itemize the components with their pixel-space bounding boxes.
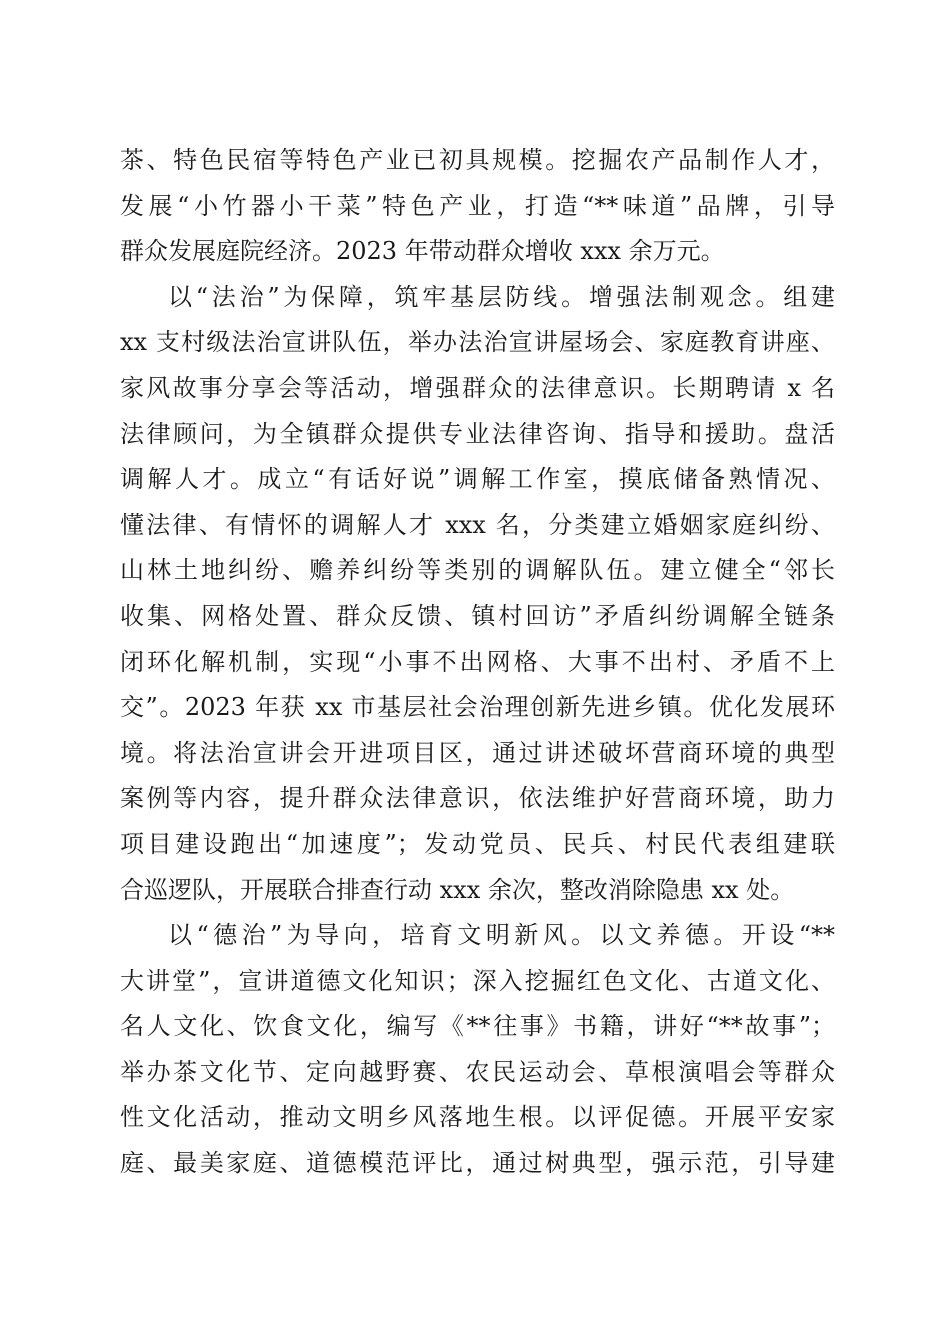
text-line: 懂法律、有情怀的调解人才 xxx 名，分类建立婚姻家庭纠纷、 (120, 510, 835, 539)
paragraph-first-line: 以“法治”为保障，筑牢基层防线。增强法制观念。组建 (168, 282, 835, 311)
text-line: 发展“小竹器小干菜”特色产业，打造“**味道”品牌，引导 (120, 191, 835, 220)
text-line: 项目建设跑出“加速度”；发动党员、民兵、村民代表组建联 (120, 829, 835, 858)
text-line: 闭环化解机制，实现“小事不出网格、大事不出村、矛盾不上 (120, 647, 835, 676)
text-line: 调解人才。成立“有话好说”调解工作室，摸底储备熟情况、 (120, 465, 835, 494)
text-line: xx 支村级法治宣讲队伍，举办法治宣讲屋场会、家庭教育讲座、 (120, 328, 835, 357)
text-line: 收集、网格处置、群众反馈、镇村回访”矛盾纠纷调解全链条 (120, 601, 835, 630)
text-line: 性文化活动，推动文明乡风落地生根。以评促德。开展平安家 (120, 1103, 835, 1132)
text-line: 名人文化、饮食文化，编写《**往事》书籍，讲好“**故事”； (120, 1012, 835, 1041)
text-line: 大讲堂”，宣讲道德文化知识；深入挖掘红色文化、古道文化、 (120, 966, 835, 995)
text-line: 交”。2023 年获 xx 市基层社会治理创新先进乡镇。优化发展环 (120, 693, 835, 722)
text-line: 山林土地纠纷、赡养纠纷等类别的调解队伍。建立健全“邻长 (120, 556, 835, 585)
text-line: 合巡逻队，开展联合排查行动 xxx 余次，整改消除隐患 xx 处。 (120, 875, 795, 904)
document-body (120, 138, 835, 1187)
text-line: 庭、最美家庭、道德模范评比，通过树典型，强示范，引导建 (120, 1149, 835, 1178)
text-line: 境。将法治宣讲会开进项目区，通过讲述破坏营商环境的典型 (120, 738, 835, 767)
text-line: 举办茶文化节、定向越野赛、农民运动会、草根演唱会等群众 (120, 1057, 835, 1086)
text-line: 群众发展庭院经济。2023 年带动群众增收 xxx 余万元。 (120, 237, 725, 266)
text-line: 家风故事分享会等活动，增强群众的法律意识。长期聘请 x 名 (120, 373, 835, 402)
text-line: 案例等内容，提升群众法律意识，依法维护好营商环境，助力 (120, 784, 835, 813)
text-line: 法律顾问，为全镇群众提供专业法律咨询、指导和援助。盘活 (120, 419, 835, 448)
paragraph-first-line: 以“德治”为导向，培育文明新风。以文养德。开设“** (168, 921, 835, 950)
text-line: 茶、特色民宿等特色产业已初具规模。挖掘农产品制作人才， (120, 146, 835, 174)
